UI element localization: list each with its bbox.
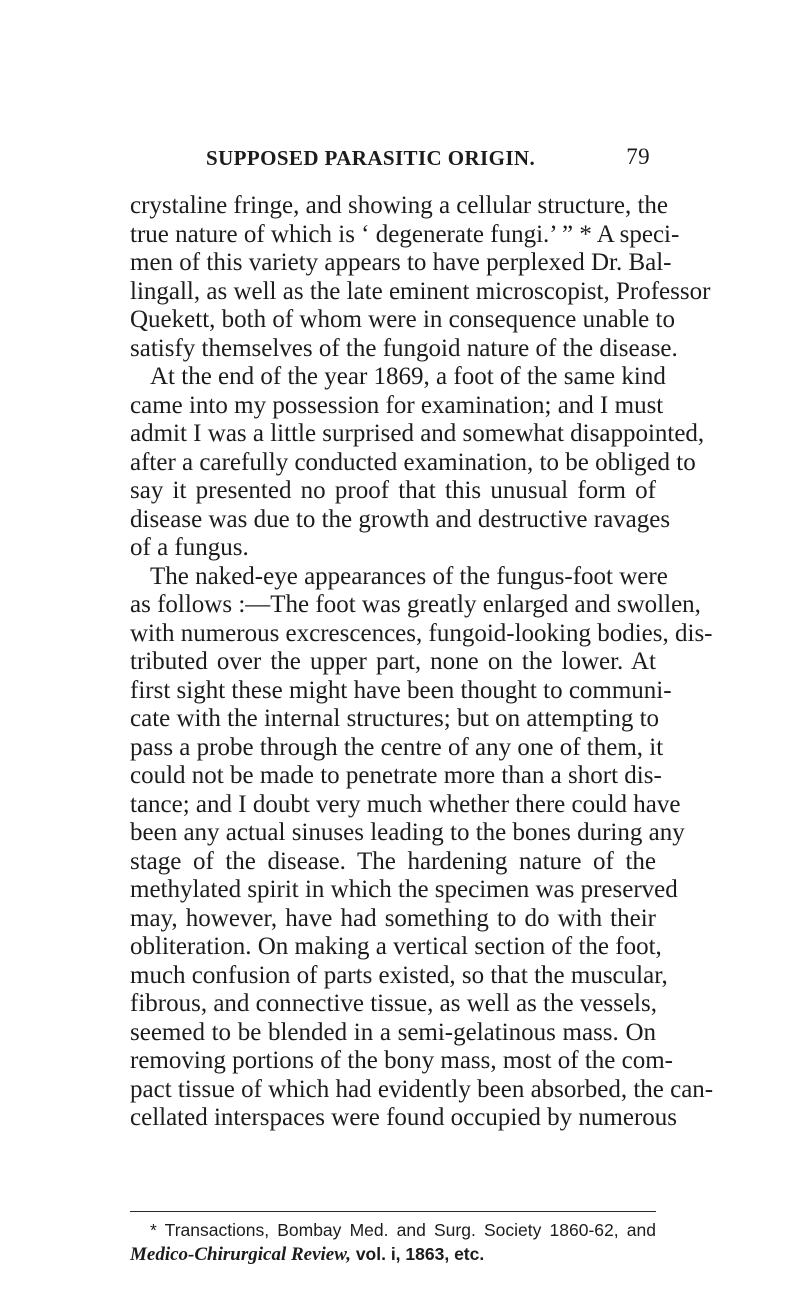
text-line: tance; and I doubt very much whether there could have: [130, 790, 681, 818]
text-line: with numerous excrescences, fungoid-looking bodies, dis-: [130, 619, 713, 647]
page-number: 79: [626, 144, 650, 169]
text-line: pact tissue of which had evidently been absorbed, the can-: [130, 1075, 714, 1103]
text-line: crystaline fringe, and showing a cellular structure, the: [130, 192, 669, 219]
footnote-divider: [130, 1211, 656, 1212]
text-line: pass a probe through the centre of any one of them, it: [130, 733, 664, 761]
text-line: satisfy themselves of the fungoid nature of the disease.: [130, 334, 678, 362]
text-line: admit I was a little surprised and somewhat disappointed,: [130, 420, 705, 447]
text-line: been any actual sinuses leading to the bones during any: [130, 819, 685, 846]
text-line: stage of the disease. The hardening nature of the: [130, 847, 656, 875]
text-line: after a carefully conducted examination, to be obliged to: [130, 448, 696, 476]
text-line: came into my possession for examination; and I must: [130, 391, 664, 419]
text-line: may, however, have had something to do with their: [130, 904, 656, 932]
text-line: methylated spirit in which the specimen was preserved: [130, 876, 678, 903]
text-line: removing portions of the bony mass, most of the com-: [130, 1047, 673, 1074]
text-line: true nature of which is ‘ degenerate fungi.’ ” * A speci-: [130, 220, 680, 248]
text-line: much confusion of parts existed, so that the muscular,: [130, 961, 668, 989]
running-head: [206, 146, 650, 176]
footnote: [130, 1218, 656, 1266]
text-line: men of this variety appears to have perplexed Dr. Bal-: [130, 249, 672, 276]
text-line: obliteration. On making a vertical section of the foot,: [130, 933, 662, 960]
text-line: lingall, as well as the late eminent microscopist, Professor: [130, 277, 711, 305]
footnote-details: vol. i, 1863, etc.: [350, 1244, 485, 1264]
text-line: fibrous, and connective tissue, as well as the vessels,: [130, 990, 657, 1017]
text-line: disease was due to the growth and destructive ravages: [130, 505, 671, 533]
text-line: of a fungus.: [130, 534, 249, 561]
text-line: cate with the internal structures; but on attempting to: [130, 705, 660, 732]
text-line: cellated interspaces were found occupied by numerous: [130, 1104, 678, 1131]
text-line: seemed to be blended in a semi-gelatinous mass. On: [130, 1018, 656, 1046]
text-line: as follows :—The foot was greatly enlarged and swollen,: [130, 591, 701, 618]
text-line: first sight these might have been thought to communi-: [130, 676, 672, 704]
running-title: SUPPOSED PARASITIC ORIGIN.: [206, 146, 536, 170]
text-line: tributed over the upper part, none on the lower. At: [130, 648, 656, 675]
text-line: say it presented no proof that this unusual form of: [130, 477, 656, 504]
footnote-line: * Transactions, Bombay Med. and Surg. Society 1860-62, and: [150, 1220, 656, 1240]
body-text: [130, 192, 714, 1133]
text-line: Quekett, both of whom were in consequence unable to: [130, 306, 675, 333]
footnote-line-2: [130, 1242, 656, 1266]
paragraph-start-line: At the end of the year 1869, a foot of the same kind: [150, 363, 666, 390]
paragraph-start-line: The naked-eye appearances of the fungus-foot were: [150, 562, 668, 590]
footnote-journal-title: Medico-Chirurgical Review,: [130, 1244, 351, 1265]
text-line: could not be made to penetrate more than a short dis-: [130, 762, 662, 789]
